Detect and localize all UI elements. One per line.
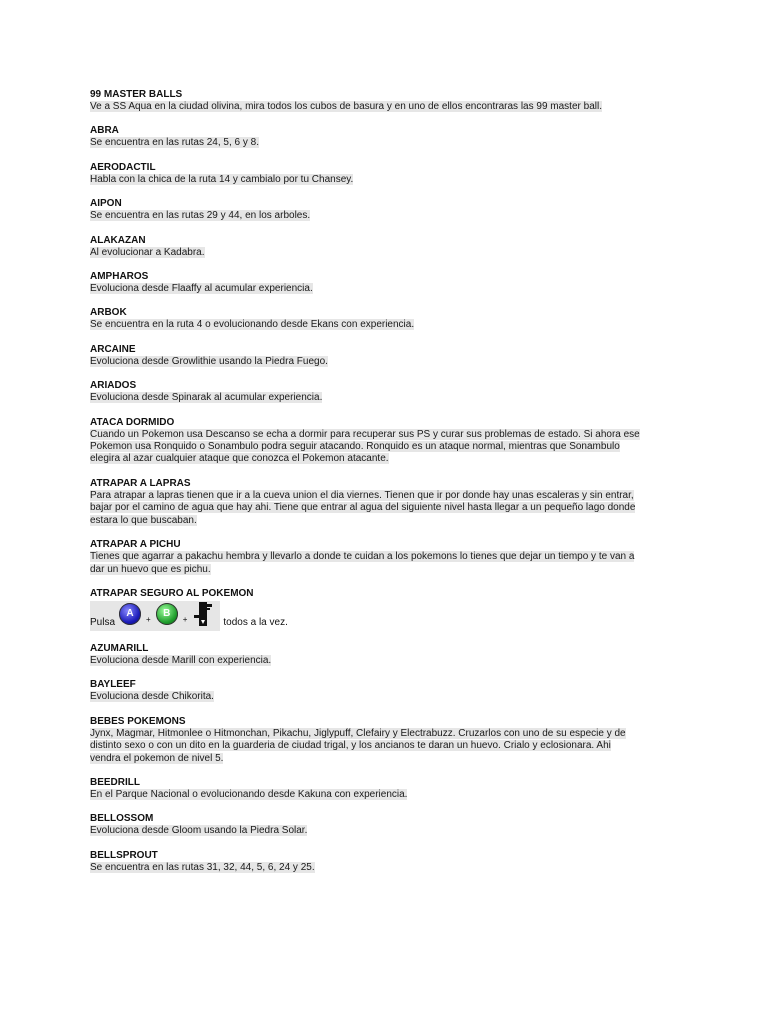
entry-title: ATRAPAR A PICHU bbox=[90, 539, 181, 551]
entry-title: BELLOSSOM bbox=[90, 813, 154, 825]
entry-body bbox=[90, 429, 680, 466]
dpad-down-icon bbox=[192, 602, 214, 626]
entry-body bbox=[90, 789, 680, 801]
entry-title: ARBOK bbox=[90, 307, 127, 319]
entry bbox=[90, 643, 680, 667]
entry-title: ATRAPAR SEGURO AL POKEMON bbox=[90, 587, 254, 599]
entry-body bbox=[90, 356, 680, 368]
entry-body bbox=[90, 283, 680, 295]
entry bbox=[90, 777, 680, 801]
entry-body bbox=[90, 862, 680, 874]
combo-suffix: todos a la vez. bbox=[223, 616, 288, 628]
entry-text-line: distinto sexo o con un dito en la guarderia de ciudad trigal, y los ancianos te daran un huevo. Crialo y eclosionara. Ahi bbox=[90, 740, 611, 752]
entry-text-line: Jynx, Magmar, Hitmonlee o Hitmonchan, Pikachu, Jiglypuff, Clefairy y Electrabuzz. Cruzarlos con uno de su especie y de bbox=[90, 727, 626, 739]
entry-text-line: Evoluciona desde Marill con experiencia. bbox=[90, 654, 272, 666]
entry-text-line: vendra el pokemon de nivel 5. bbox=[90, 752, 224, 764]
entry bbox=[90, 716, 680, 765]
entry-text-line: estara lo que buscaban. bbox=[90, 514, 197, 526]
button-combo bbox=[90, 601, 680, 631]
entry bbox=[90, 271, 680, 295]
entry-text-line: Habla con la chica de la ruta 14 y cambialo por tu Chansey. bbox=[90, 173, 354, 185]
entry-text-line: bajar por el camino de agua que hay ahi. Tiene que entrar al agua del siguiente nivel hasta llegar a un pequeño lago donde bbox=[90, 502, 636, 514]
entry-title: ARIADOS bbox=[90, 380, 137, 392]
entry bbox=[90, 478, 680, 527]
entry-body bbox=[90, 210, 680, 222]
a-button-icon: A bbox=[119, 603, 141, 625]
entry-title: AIPON bbox=[90, 198, 122, 210]
entry-body bbox=[90, 490, 680, 527]
entry-text-line: Evoluciona desde Gloom usando la Piedra Solar. bbox=[90, 825, 308, 837]
entry bbox=[90, 539, 680, 576]
entry-text-line: Ve a SS Aqua en la ciudad olivina, mira todos los cubos de basura y en uno de ellos encontraras las 99 master ball. bbox=[90, 101, 602, 112]
entry-text-line: Se encuentra en las rutas 31, 32, 44, 5, 6, 24 y 25. bbox=[90, 861, 315, 873]
entry-text-line: Evoluciona desde Growlithie usando la Piedra Fuego. bbox=[90, 355, 328, 367]
entry bbox=[90, 588, 680, 631]
entry-title: BELLSPROUT bbox=[90, 849, 158, 861]
entry-list bbox=[90, 89, 680, 886]
entry-body bbox=[90, 655, 680, 667]
entry-title: AERODACTIL bbox=[90, 161, 156, 173]
entry bbox=[90, 235, 680, 259]
entry-body bbox=[90, 137, 680, 149]
entry-text-line: Se encuentra en las rutas 29 y 44, en los arboles. bbox=[90, 210, 311, 222]
button-combo-box bbox=[90, 601, 220, 631]
entry-title: 99 MASTER BALLS bbox=[90, 89, 183, 100]
entry-title: ARCAINE bbox=[90, 343, 136, 355]
entry-title: BEBES POKEMONS bbox=[90, 715, 186, 727]
entry bbox=[90, 162, 680, 186]
entry-title: ATACA DORMIDO bbox=[90, 416, 175, 428]
entry-body bbox=[90, 319, 680, 331]
entry-text-line: Se encuentra en las rutas 24, 5, 6 y 8. bbox=[90, 137, 259, 149]
entry-text-line: dar un huevo que es pichu. bbox=[90, 563, 211, 575]
entry bbox=[90, 198, 680, 222]
entry-text-line: Al evolucionar a Kadabra. bbox=[90, 246, 205, 258]
entry bbox=[90, 850, 680, 874]
entry bbox=[90, 307, 680, 331]
entry-title: AZUMARILL bbox=[90, 642, 149, 654]
entry bbox=[90, 380, 680, 404]
entry-text-line: Se encuentra en la ruta 4 o evolucionando desde Ekans con experiencia. bbox=[90, 319, 415, 331]
combo-prefix: Pulsa bbox=[90, 616, 116, 628]
entry-title: ATRAPAR A LAPRAS bbox=[90, 477, 191, 489]
b-button-icon: B bbox=[156, 603, 178, 625]
entry-body bbox=[90, 825, 680, 837]
entry-body bbox=[90, 728, 680, 765]
entry-body bbox=[90, 101, 680, 113]
plus-sign: + bbox=[182, 614, 188, 624]
entry-text-line: Pokemon usa Ronquido o Sonambulo podra seguir atacando. Ronquido es un ataque normal, mientras que Sonambulo bbox=[90, 441, 620, 453]
entry-text-line: Para atrapar a lapras tienen que ir a la cueva union el dia viernes. Tienen que ir por donde hay unas escaleras y sin entrar, bbox=[90, 489, 634, 501]
entry-text-line: elegira al azar cualquier ataque que conozca el Pokemon atacante. bbox=[90, 453, 389, 465]
entry-title: BAYLEEF bbox=[90, 679, 136, 691]
entry-body bbox=[90, 691, 680, 703]
plus-sign: + bbox=[146, 614, 151, 624]
entry-body bbox=[90, 247, 680, 259]
entry-title: AMPHAROS bbox=[90, 271, 149, 283]
entry bbox=[90, 813, 680, 837]
entry-body bbox=[90, 174, 680, 186]
entry bbox=[90, 344, 680, 368]
entry-text-line: Evoluciona desde Spinarak al acumular experiencia. bbox=[90, 392, 323, 404]
entry-title: ABRA bbox=[90, 125, 119, 137]
entry-body bbox=[90, 392, 680, 404]
entry-text-line: Cuando un Pokemon usa Descanso se echa a dormir para recuperar sus PS y curar sus problemas de estado. Si ahora ese bbox=[90, 428, 640, 440]
entry-text-line: Evoluciona desde Flaaffy al acumular experiencia. bbox=[90, 283, 313, 295]
entry-text-line: Evoluciona desde Chikorita. bbox=[90, 691, 214, 703]
entry bbox=[90, 125, 680, 149]
entry bbox=[90, 89, 680, 113]
entry bbox=[90, 679, 680, 703]
entry-title: ALAKAZAN bbox=[90, 234, 146, 246]
entry bbox=[90, 417, 680, 466]
entry-text-line: Tienes que agarrar a pakachu hembra y llevarlo a donde te cuidan a los pokemons lo tienes que dejar un tiempo y te van a bbox=[90, 551, 635, 563]
entry-body bbox=[90, 551, 680, 576]
entry-text-line: En el Parque Nacional o evolucionando desde Kakuna con experiencia. bbox=[90, 788, 408, 800]
entry-title: BEEDRILL bbox=[90, 776, 140, 788]
